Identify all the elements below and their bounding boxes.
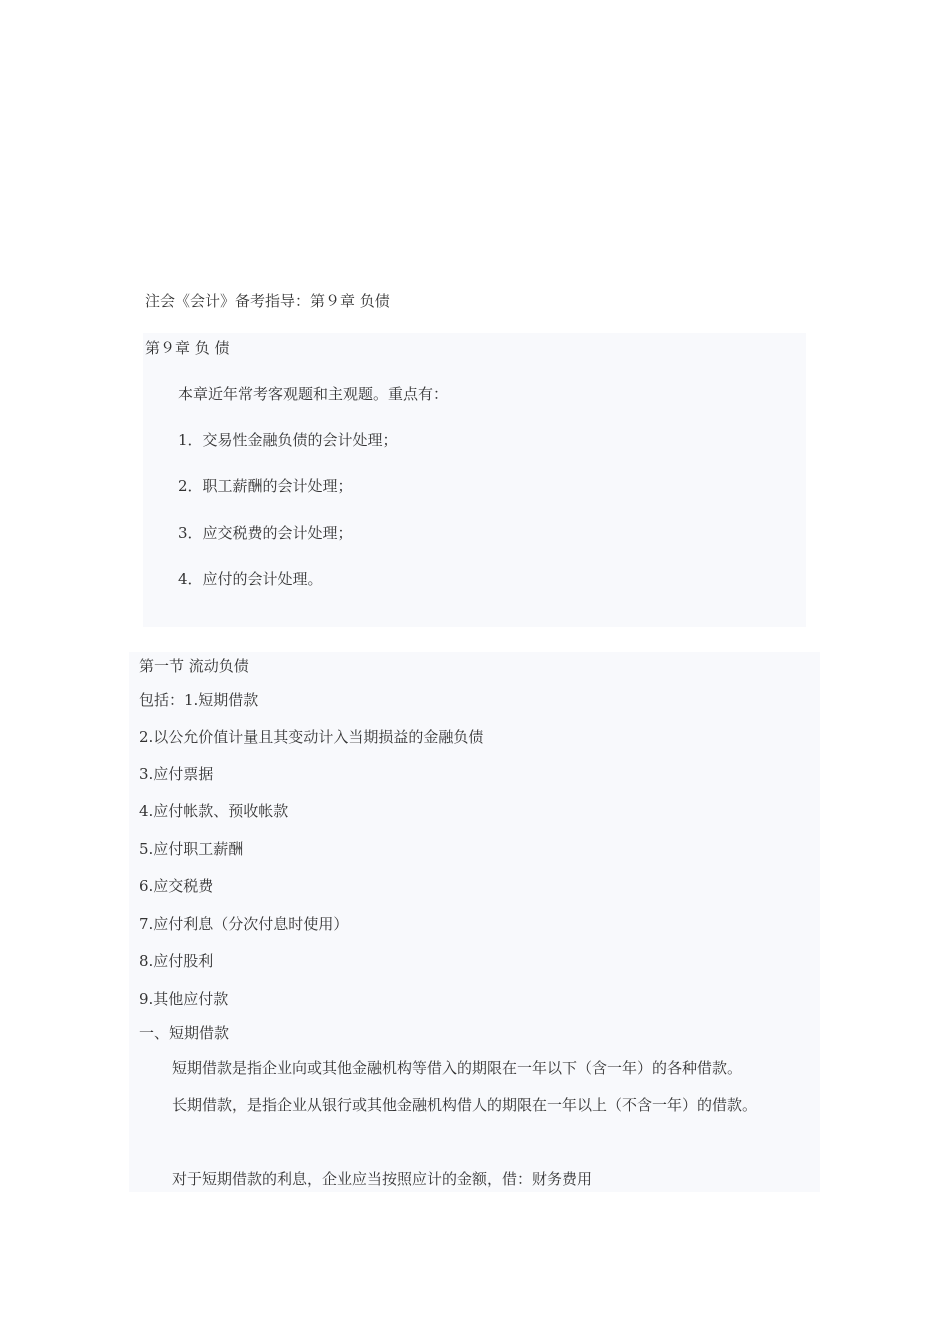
chapter-heading: 第９章 负 债 — [145, 339, 230, 357]
key-point-4: 4．应付的会计处理。 — [178, 570, 323, 588]
list-item: 9.其他应付款 — [139, 990, 229, 1008]
chapter-summary-box — [143, 333, 806, 627]
key-point-2: 2．职工薪酬的会计处理； — [178, 477, 353, 495]
list-item: 5.应付职工薪酬 — [139, 840, 244, 858]
section-title: 第一节 流动负债 — [139, 657, 249, 675]
chapter-intro: 本章近年常考客观题和主观题。重点有： — [178, 385, 449, 403]
list-item: 8.应付股利 — [139, 952, 214, 970]
list-item: 4.应付帐款、预收帐款 — [139, 802, 289, 820]
section-content-box — [129, 652, 820, 1192]
key-point-1: 1．交易性金融负债的会计处理； — [178, 431, 398, 449]
paragraph-long-term-loan: 长期借款，是指企业从银行或其他金融机构借人的期限在一年以上（不含一年）的借款。 — [172, 1096, 758, 1114]
list-item: 6.应交税费 — [139, 877, 214, 895]
paragraph-short-term-loan: 短期借款是指企业向或其他金融机构等借入的期限在一年以下（含一年）的各种借款。 — [172, 1059, 743, 1077]
paragraph-interest: 对于短期借款的利息，企业应当按照应计的金额，借：财务费用 — [172, 1170, 593, 1188]
subsection-title: 一、短期借款 — [139, 1024, 230, 1042]
list-item: 3.应付票据 — [139, 765, 214, 783]
list-item: 7.应付利息（分次付息时使用） — [139, 915, 349, 933]
document-title: 注会《会计》备考指导：第９章 负债 — [145, 292, 390, 310]
list-item: 2.以公允价值计量且其变动计入当期损益的金融负债 — [139, 728, 484, 746]
key-point-3: 3．应交税费的会计处理； — [178, 524, 353, 542]
includes-line: 包括：1.短期借款 — [139, 691, 259, 709]
